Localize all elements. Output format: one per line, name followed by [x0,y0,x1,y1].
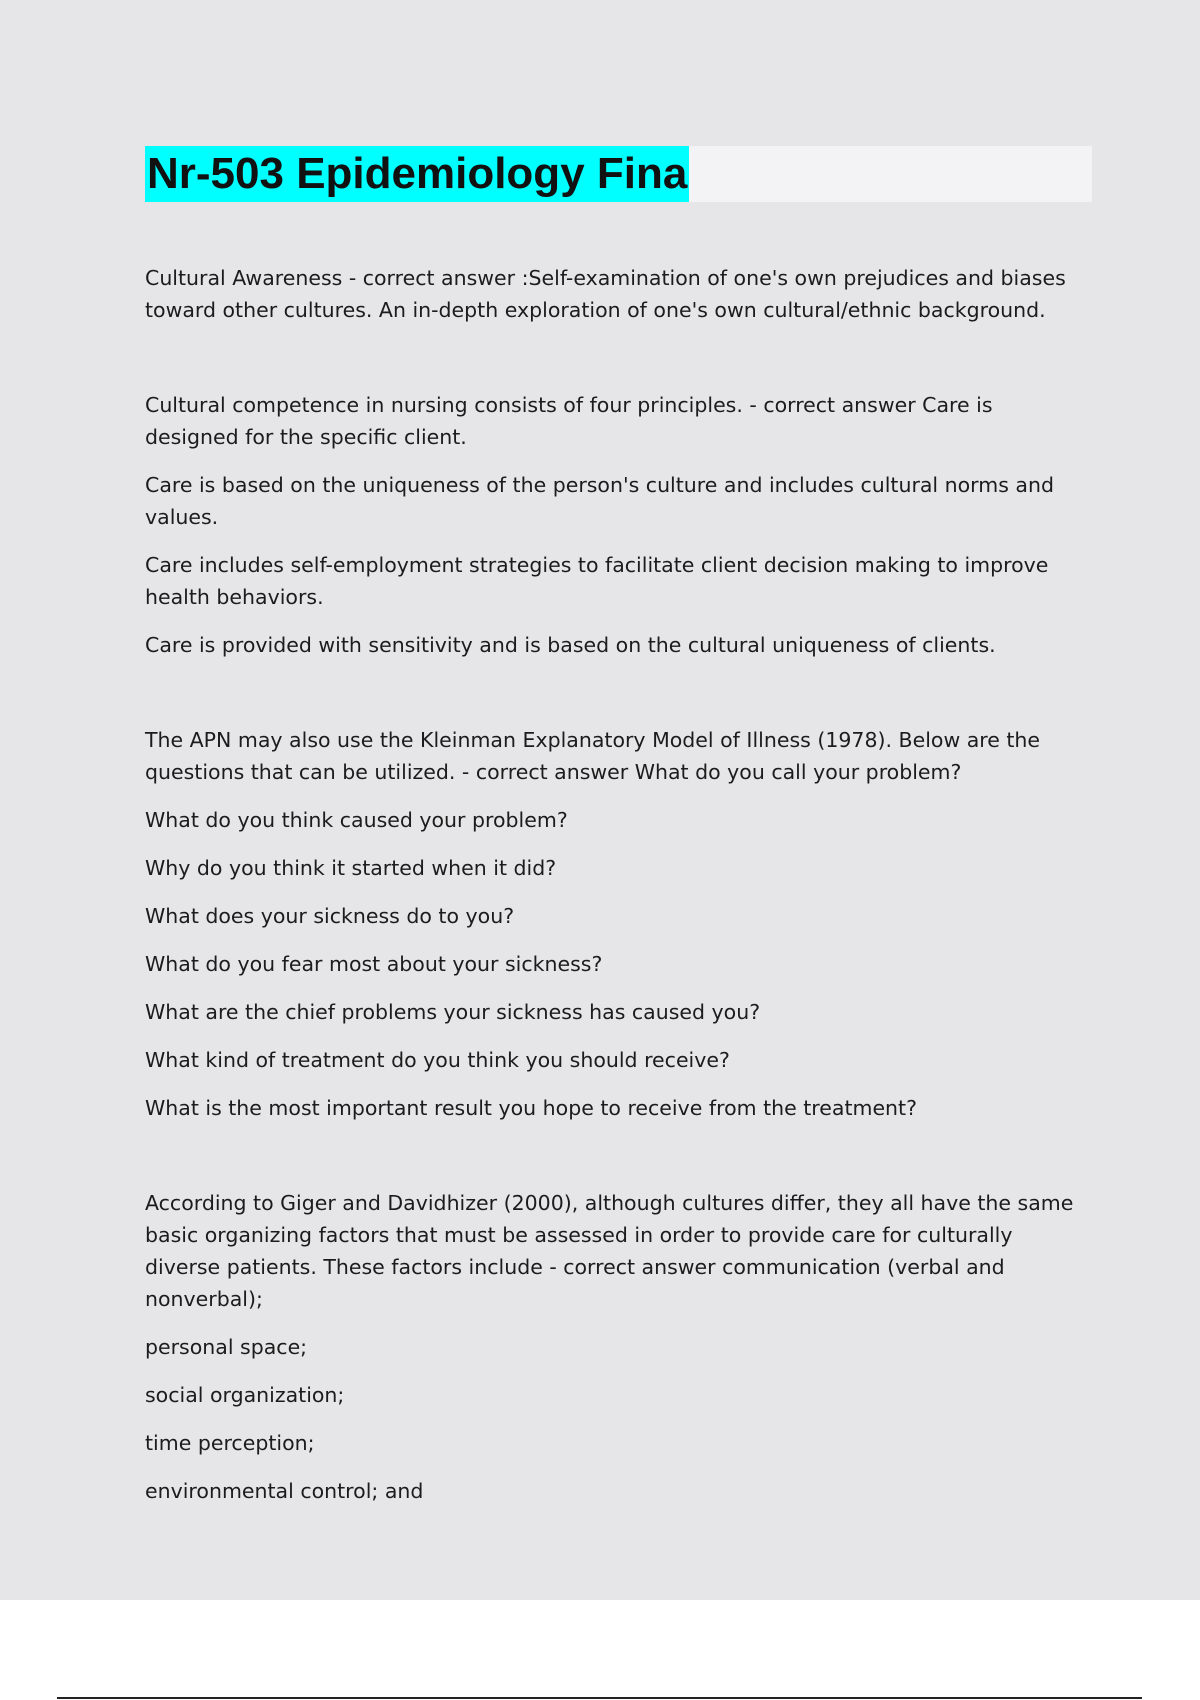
question-important-result: What is the most important result you hope to receive from the treatment? [145,1096,917,1120]
paragraph-care-sensitivity: Care is provided with sensitivity and is based on the cultural uniqueness of clients. [145,633,996,657]
paragraph-giger-davidhizer: According to Giger and Davidhizer (2000), although cultures differ, they all have the same basic organizing factors that must be assessed in order to provide care for culturally diverse patients. These factors include - correct answer communication (verbal and nonverbal); [145,1191,1074,1311]
question-fear-most: What do you fear most about your sickness? [145,952,603,976]
question-started-when: Why do you think it started when it did? [145,856,557,880]
question-caused-problem: What do you think caused your problem? [145,808,568,832]
factor-personal-space: personal space; [145,1335,308,1359]
question-treatment-kind: What kind of treatment do you think you should receive? [145,1048,730,1072]
factor-time-perception: time perception; [145,1431,315,1455]
footer-divider [57,1697,1142,1699]
paragraph-kleinman-model: The APN may also use the Kleinman Explanatory Model of Illness (1978). Below are the questions that can be utilized. - correct answer What do you call your problem? [145,728,1041,784]
question-sickness-do: What does your sickness do to you? [145,904,515,928]
factor-social-organization: social organization; [145,1383,345,1407]
title-bar [145,146,1092,202]
factor-environmental-control: environmental control; and [145,1479,424,1503]
paragraph-cultural-competence: Cultural competence in nursing consists of four principles. - correct answer Care is designed for the specific client. [145,393,993,449]
document-body [145,262,1085,1507]
paragraph-care-uniqueness: Care is based on the uniqueness of the person's culture and includes cultural norms and values. [145,473,1054,529]
document-title: Nr-503 Epidemiology Fina [145,146,689,202]
paragraph-care-self-employment: Care includes self-employment strategies to facilitate client decision making to improve health behaviors. [145,553,1049,609]
question-chief-problems: What are the chief problems your sickness has caused you? [145,1000,761,1024]
paragraph-cultural-awareness: Cultural Awareness - correct answer :Self-examination of one's own prejudices and biases toward other cultures. An in-depth exploration of one's own cultural/ethnic background. [145,266,1066,322]
